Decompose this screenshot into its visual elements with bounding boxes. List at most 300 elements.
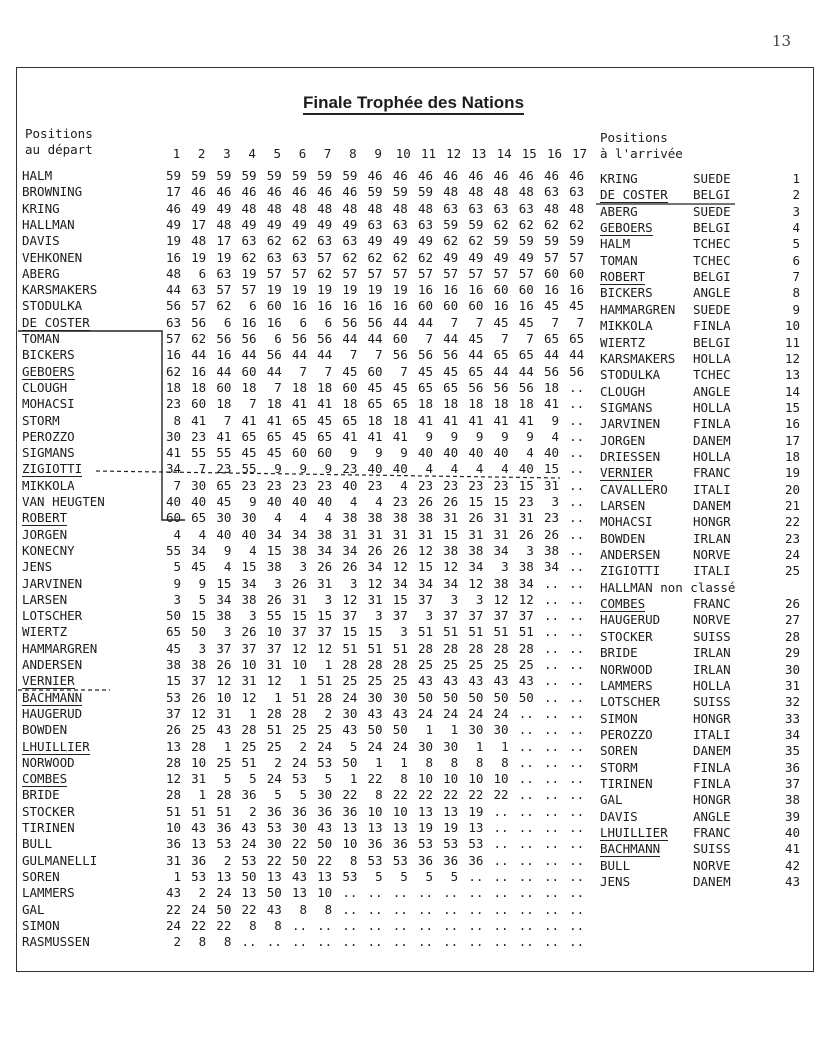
- arrival-rank: 28: [784, 628, 800, 644]
- position-cell: 62: [543, 216, 559, 232]
- position-cell: 56: [165, 298, 181, 314]
- position-cell: 30: [191, 477, 207, 493]
- position-cell: 15: [518, 477, 534, 493]
- position-cell: 41: [493, 412, 509, 428]
- position-cell: 24: [468, 705, 484, 721]
- position-cell: ..: [569, 396, 585, 412]
- arrival-name: CAVALLERO: [600, 481, 668, 497]
- position-cell: 44: [569, 347, 585, 363]
- position-cell: 63: [493, 200, 509, 216]
- position-cell: ..: [569, 836, 585, 852]
- position-cell: 57: [342, 265, 358, 281]
- position-cell: 1: [198, 787, 207, 803]
- position-cell: 6: [299, 314, 307, 330]
- position-cell: 63: [191, 282, 207, 298]
- position-cell: 37: [165, 705, 181, 721]
- arrival-rank: 37: [784, 775, 800, 791]
- table-row: [22, 542, 585, 559]
- rider-name: VERNIER: [22, 673, 75, 689]
- position-cell: 22: [291, 836, 307, 852]
- position-cell: 63: [569, 184, 585, 200]
- position-cell: 22: [392, 787, 408, 803]
- position-cell: 36: [266, 803, 282, 819]
- position-cell: 15: [367, 624, 383, 640]
- position-cell: 56: [291, 331, 307, 346]
- table-row: [22, 901, 585, 918]
- position-cell: 10: [266, 624, 282, 640]
- rider-name: RASMUSSEN: [22, 934, 90, 950]
- position-cell: 22: [367, 771, 383, 787]
- position-cell: 45: [543, 298, 559, 314]
- arrival-rank: 32: [784, 694, 800, 710]
- position-cell: 57: [518, 265, 534, 281]
- position-cell: 57: [216, 282, 232, 298]
- position-cell: 53: [417, 836, 433, 852]
- position-cell: ..: [241, 934, 257, 950]
- position-cell: 19: [317, 282, 333, 298]
- position-cell: ..: [317, 917, 333, 933]
- position-cell: 56: [493, 379, 509, 395]
- position-cell: 31: [317, 575, 333, 591]
- table-row: [22, 314, 585, 331]
- arrival-country: HOLLA: [693, 448, 731, 464]
- position-cell: 48: [317, 200, 333, 216]
- position-cell: 12: [317, 640, 333, 656]
- arrival-name: GAL: [600, 792, 623, 808]
- table-row: [22, 738, 585, 755]
- arrival-row: [600, 465, 800, 481]
- position-cell: ..: [493, 836, 509, 852]
- rider-name: KARSMAKERS: [22, 282, 98, 298]
- position-cell: 19: [191, 249, 207, 265]
- position-cell: ..: [367, 917, 383, 933]
- position-cell: 10: [392, 803, 408, 819]
- arrival-row: [600, 727, 800, 743]
- position-cell: ..: [569, 738, 585, 754]
- position-cell: 24: [392, 738, 408, 754]
- position-cell: 13: [216, 868, 232, 884]
- position-cell: 56: [266, 347, 282, 363]
- position-cell: 12: [493, 591, 509, 607]
- position-cell: 19: [266, 282, 282, 298]
- lap-column-header: 14: [496, 146, 512, 161]
- position-cell: ..: [493, 934, 509, 950]
- position-cell: 23: [191, 428, 207, 444]
- position-cell: 28: [468, 640, 484, 656]
- position-cell: 65: [191, 510, 207, 526]
- position-cell: 40: [493, 445, 509, 461]
- position-cell: 36: [468, 852, 484, 868]
- position-cell: 50: [392, 722, 408, 738]
- table-row: [22, 200, 585, 217]
- position-cell: 31: [468, 526, 484, 542]
- position-cell: 34: [443, 575, 459, 591]
- position-cell: 31: [518, 510, 534, 526]
- table-row: [22, 673, 585, 689]
- position-cell: 30: [367, 689, 383, 705]
- position-cell: 9: [450, 428, 459, 444]
- arrival-country: HOLLA: [693, 677, 731, 693]
- rider-name: SIMON: [22, 917, 60, 933]
- position-cell: 48: [291, 200, 307, 216]
- table-row: [22, 461, 585, 477]
- position-cell: 41: [518, 412, 534, 428]
- position-cell: ..: [569, 608, 585, 624]
- position-cell: ..: [569, 803, 585, 819]
- arrival-name: TIRINEN: [600, 775, 653, 791]
- position-cell: 59: [392, 184, 408, 200]
- position-cell: 30: [266, 836, 282, 852]
- position-cell: 12: [165, 771, 181, 787]
- position-cell: 57: [569, 249, 585, 265]
- position-cell: 48: [367, 200, 383, 216]
- position-cell: 5: [173, 559, 181, 575]
- arrival-rank: 2: [792, 187, 800, 203]
- position-cell: 5: [223, 771, 232, 787]
- position-cell: 44: [443, 331, 459, 346]
- arrival-rank: 38: [784, 792, 800, 808]
- position-cell: ..: [543, 624, 559, 640]
- arrival-row: [600, 694, 800, 710]
- position-cell: 45: [468, 331, 484, 346]
- position-cell: 46: [165, 200, 181, 216]
- position-cell: 8: [501, 754, 509, 770]
- position-cell: 50: [367, 722, 383, 738]
- position-cell: 10: [443, 771, 459, 787]
- position-cell: 60: [191, 396, 207, 412]
- position-cell: 56: [317, 331, 333, 346]
- arrival-row: [600, 351, 800, 367]
- position-cell: ..: [417, 917, 433, 933]
- arrival-country: HONGR: [693, 710, 731, 726]
- position-cell: 3: [223, 624, 232, 640]
- position-cell: 4: [551, 428, 559, 444]
- position-cell: 1: [501, 738, 509, 754]
- position-cell: ..: [543, 934, 559, 950]
- position-cell: 7: [551, 314, 559, 330]
- position-cell: ..: [468, 934, 484, 950]
- position-cell: 18: [518, 396, 534, 412]
- position-cell: 49: [241, 216, 257, 232]
- arrival-country: IRLAN: [693, 645, 731, 661]
- position-cell: 25: [191, 722, 207, 738]
- arrival-name: ROBERT: [600, 269, 646, 285]
- position-cell: 51: [191, 803, 207, 819]
- position-cell: 63: [367, 216, 383, 232]
- position-cell: 36: [317, 803, 333, 819]
- arrival-name: HALM: [600, 236, 631, 252]
- position-cell: 8: [450, 754, 459, 770]
- table-row: [22, 494, 585, 510]
- position-cell: 36: [417, 852, 433, 868]
- position-cell: 48: [241, 200, 257, 216]
- position-cell: 26: [342, 559, 358, 575]
- arrival-row: [600, 400, 800, 416]
- arrival-row: [600, 253, 800, 269]
- position-cell: 28: [165, 787, 181, 803]
- position-cell: 24: [291, 754, 307, 770]
- position-cell: 24: [317, 738, 333, 754]
- rider-name: SOREN: [22, 868, 60, 884]
- position-cell: ..: [543, 868, 559, 884]
- position-cell: 26: [291, 575, 307, 591]
- position-cell: ..: [291, 934, 307, 950]
- position-cell: 62: [569, 216, 585, 232]
- position-cell: 43: [342, 722, 358, 738]
- position-cell: 45: [317, 412, 333, 428]
- position-cell: 44: [493, 363, 509, 379]
- position-cell: 18: [317, 379, 333, 395]
- position-cell: 43: [165, 885, 181, 901]
- position-cell: 37: [417, 591, 433, 607]
- arrival-country: HOLLA: [693, 350, 731, 366]
- page-title: [0, 93, 827, 113]
- position-cell: 45: [493, 314, 509, 330]
- position-cell: 15: [543, 461, 559, 477]
- position-cell: ..: [367, 885, 383, 901]
- arrival-row: [600, 220, 800, 236]
- position-cell: 34: [291, 526, 307, 542]
- arrival-name: ANDERSEN: [600, 547, 661, 563]
- arrival-country: IRLAN: [693, 530, 731, 546]
- position-cell: 25: [417, 657, 433, 672]
- position-cell: 43: [317, 820, 333, 835]
- position-cell: ..: [543, 754, 559, 770]
- position-cell: 9: [324, 461, 333, 477]
- position-cell: 38: [266, 559, 282, 575]
- position-cell: 46: [342, 184, 358, 200]
- position-cell: 5: [349, 738, 358, 754]
- position-cell: 24: [342, 689, 358, 705]
- position-cell: 56: [417, 347, 433, 363]
- position-cell: 16: [266, 314, 282, 330]
- position-cell: 65: [291, 412, 307, 428]
- position-cell: 23: [443, 477, 459, 493]
- position-cell: 16: [569, 282, 585, 298]
- position-cell: 46: [518, 168, 534, 183]
- position-cell: 4: [400, 477, 408, 493]
- position-cell: 23: [216, 461, 232, 477]
- arrival-country: NORVE: [693, 857, 731, 873]
- rider-name: STODULKA: [22, 298, 83, 314]
- position-cell: 28: [443, 640, 459, 656]
- rider-name: ABERG: [22, 265, 60, 281]
- position-cell: 12: [417, 542, 433, 558]
- position-cell: 3: [475, 591, 484, 607]
- position-cell: 31: [266, 657, 282, 672]
- position-cell: 18: [392, 412, 408, 428]
- lap-column-header: 10: [395, 146, 411, 161]
- position-cell: 25: [342, 673, 358, 689]
- position-cell: 31: [392, 526, 408, 542]
- position-cell: 28: [266, 705, 282, 721]
- arrival-rank: 7: [792, 269, 800, 285]
- position-cell: 8: [375, 787, 383, 803]
- position-cell: 62: [342, 249, 358, 265]
- arrival-country: SUISS: [693, 628, 731, 644]
- position-cell: 5: [400, 868, 408, 884]
- position-cell: 30: [165, 428, 181, 444]
- arrival-country: FINLA: [693, 775, 731, 791]
- position-cell: 13: [417, 803, 433, 819]
- arrival-name: HAMMARGREN: [600, 301, 676, 317]
- lap-column-header: 12: [446, 146, 462, 161]
- table-row: [22, 917, 585, 934]
- position-cell: 22: [342, 787, 358, 803]
- position-cell: 41: [342, 428, 358, 444]
- position-cell: 3: [299, 559, 307, 575]
- position-cell: 65: [543, 331, 559, 346]
- position-cell: ..: [518, 836, 534, 852]
- position-cell: 56: [569, 363, 585, 379]
- position-cell: 44: [291, 347, 307, 363]
- position-cell: 37: [392, 608, 408, 624]
- position-cell: 37: [216, 640, 232, 656]
- position-cell: 9: [249, 494, 257, 509]
- position-cell: ..: [569, 510, 585, 526]
- position-cell: 19: [443, 820, 459, 835]
- position-cell: 49: [191, 200, 207, 216]
- position-cell: 45: [367, 379, 383, 395]
- position-cell: 53: [317, 754, 333, 770]
- table-row: [22, 885, 585, 901]
- arrival-name: BACHMANN: [600, 841, 661, 857]
- position-cell: 26: [417, 494, 433, 509]
- position-cell: 34: [518, 575, 534, 591]
- position-cell: 40: [191, 494, 207, 509]
- position-cell: 46: [291, 184, 307, 200]
- table-row: [22, 624, 585, 640]
- position-cell: 6: [324, 314, 333, 330]
- position-cell: 10: [317, 885, 333, 901]
- position-cell: 10: [165, 820, 181, 835]
- arrival-name: MIKKOLA: [600, 318, 653, 334]
- position-cell: 2: [198, 885, 207, 901]
- position-cell: 62: [443, 233, 459, 249]
- position-cell: 43: [392, 705, 408, 721]
- position-cell: 46: [317, 184, 333, 200]
- table-row: [22, 820, 585, 836]
- position-cell: 45: [266, 445, 282, 461]
- position-cell: 31: [367, 526, 383, 542]
- arrival-rank: 6: [792, 252, 800, 268]
- position-cell: 5: [299, 787, 307, 803]
- position-cell: 4: [249, 542, 257, 558]
- position-cell: 60: [216, 379, 232, 395]
- arrival-country: FRANC: [693, 825, 731, 840]
- lap-column-header: 2: [197, 146, 206, 161]
- position-cell: 26: [367, 542, 383, 558]
- position-cell: 10: [468, 771, 484, 787]
- position-cell: 40: [317, 494, 333, 509]
- position-cell: 15: [317, 608, 333, 624]
- position-cell: 3: [400, 624, 408, 640]
- position-cell: 57: [241, 282, 257, 298]
- arrival-row: [600, 711, 800, 727]
- position-cell: ..: [569, 575, 585, 591]
- position-cell: 1: [475, 738, 484, 754]
- position-cell: 13: [191, 836, 207, 852]
- position-cell: 24: [165, 917, 181, 933]
- position-cell: 22: [493, 787, 509, 803]
- arrival-row: [600, 498, 800, 514]
- table-row: [22, 868, 585, 885]
- arrival-row: [600, 792, 800, 808]
- position-cell: 60: [569, 265, 585, 281]
- arrival-name: COMBES: [600, 596, 646, 612]
- position-cell: 63: [468, 200, 484, 216]
- arrival-name: LHUILLIER: [600, 825, 668, 840]
- arrival-rank: 8: [792, 285, 800, 301]
- position-cell: 62: [493, 216, 509, 232]
- position-cell: 9: [425, 428, 433, 444]
- position-cell: 26: [468, 510, 484, 526]
- position-cell: 1: [375, 754, 383, 770]
- position-cell: ..: [569, 461, 585, 477]
- position-cell: 25: [291, 722, 307, 738]
- position-cell: 30: [417, 738, 433, 754]
- position-cell: 1: [425, 722, 433, 738]
- position-cell: 43: [367, 705, 383, 721]
- position-cell: 10: [342, 836, 358, 852]
- position-cell: 15: [342, 624, 358, 640]
- position-cell: 63: [518, 200, 534, 216]
- position-cell: 44: [317, 347, 333, 363]
- position-cell: 63: [241, 233, 257, 249]
- position-cell: 4: [425, 461, 433, 477]
- position-cell: ..: [367, 934, 383, 950]
- position-cell: 49: [216, 200, 232, 216]
- position-cell: 43: [468, 673, 484, 689]
- position-cell: 49: [443, 249, 459, 265]
- position-cell: 15: [392, 591, 408, 607]
- arrival-country: DANEM: [693, 432, 731, 448]
- position-cell: ..: [543, 803, 559, 819]
- position-cell: 1: [299, 673, 307, 689]
- position-cell: 23: [317, 477, 333, 493]
- position-cell: 28: [216, 787, 232, 803]
- lap-column-header: 11: [420, 146, 437, 161]
- position-cell: 60: [392, 331, 408, 346]
- position-cell: 34: [417, 575, 433, 591]
- arrival-rank: 14: [784, 383, 800, 399]
- position-cell: 18: [216, 396, 232, 412]
- position-cell: ..: [317, 934, 333, 950]
- rider-name: LARSEN: [22, 591, 68, 607]
- rider-name: ANDERSEN: [22, 657, 83, 672]
- position-cell: 12: [392, 559, 408, 575]
- arrival-rank: 11: [784, 334, 800, 350]
- position-cell: 46: [191, 184, 207, 200]
- arrival-row: [600, 335, 800, 351]
- arrival-country: SUISS: [693, 841, 731, 857]
- rider-name: ZIGIOTTI: [22, 461, 83, 477]
- rider-name: MOHACSI: [22, 396, 75, 412]
- arrival-rank: 35: [784, 743, 800, 759]
- position-cell: 25: [216, 754, 232, 770]
- position-cell: 49: [392, 233, 408, 249]
- arrival-country: BELGI: [693, 187, 731, 203]
- lap-column-header: 8: [349, 146, 357, 161]
- rider-name: LHUILLIER: [22, 738, 90, 754]
- position-cell: 7: [249, 396, 257, 412]
- position-cell: 4: [375, 494, 383, 509]
- position-cell: ..: [569, 542, 585, 558]
- position-cell: ..: [543, 657, 559, 672]
- position-cell: ..: [493, 868, 509, 884]
- position-cell: 53: [392, 852, 408, 868]
- position-cell: 63: [216, 265, 232, 281]
